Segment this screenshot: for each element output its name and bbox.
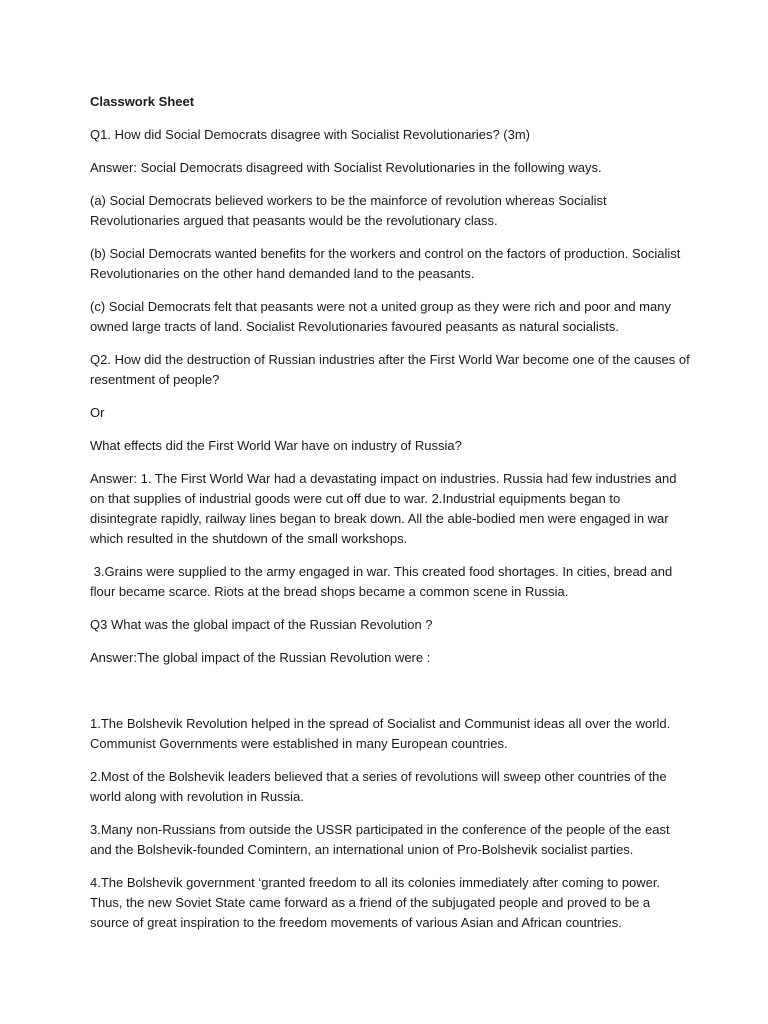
question-3: Q3 What was the global impact of the Russian Revolution ? <box>90 617 433 632</box>
answer-2-point-3: 3.Grains were supplied to the army engaged in war. This created food shortages. In cities, bread and flour became scarce. Riots at the bread shops became a common scene in Russia. <box>90 564 673 599</box>
answer-3-point-4: 4.The Bolshevik government ‘granted freedom to all its colonies immediately after coming to power. Thus, the new Soviet State came forward as a friend of the subjugated people and proved to be a source of great inspiration to the freedom movements of various Asian and African countries. <box>90 875 661 930</box>
or-separator: Or <box>90 405 105 420</box>
answer-2-points-1-2: Answer: 1. The First World War had a devastating impact on industries. Russia had few industries and on that supplies of industrial goods were cut off due to war. 2.Industrial equipments began to disintegrate rapidly, railway lines began to break down. All the able-bodied men were engaged in war which resulted in the shutdown of the small workshops. <box>90 471 677 546</box>
answer-3-point-1: 1.The Bolshevik Revolution helped in the spread of Socialist and Communist ideas all over the world. Communist Governments were established in many European countries. <box>90 716 671 751</box>
answer-1-point-c: (c) Social Democrats felt that peasants were not a united group as they were rich and poor and many owned large tracts of land. Socialist Revolutionaries favoured peasants as natural socialists. <box>90 299 671 334</box>
answer-3-point-3: 3.Many non-Russians from outside the USSR participated in the conference of the people of the east and the Bolshevik-founded Comintern, an international union of Pro-Bolshevik socialist parties. <box>90 822 670 857</box>
question-2: Q2. How did the destruction of Russian industries after the First World War become one of the causes of resentment of people? <box>90 352 690 387</box>
question-2-alternate: What effects did the First World War have on industry of Russia? <box>90 438 462 453</box>
document-page <box>90 92 690 946</box>
answer-3-point-2: 2.Most of the Bolshevik leaders believed that a series of revolutions will sweep other countries of the world along with revolution in Russia. <box>90 769 667 804</box>
answer-3-intro: Answer:The global impact of the Russian Revolution were : <box>90 650 431 665</box>
answer-1-point-a: (a) Social Democrats believed workers to be the mainforce of revolution whereas Socialist Revolutionaries argued that peasants would be the revolutionary class. <box>90 193 607 228</box>
question-1: Q1. How did Social Democrats disagree with Socialist Revolutionaries? (3m) <box>90 127 531 142</box>
answer-1-intro: Answer: Social Democrats disagreed with Socialist Revolutionaries in the following ways. <box>90 160 602 175</box>
blank-line <box>90 681 690 714</box>
document-title: Classwork Sheet <box>90 94 195 109</box>
answer-1-point-b: (b) Social Democrats wanted benefits for the workers and control on the factors of production. Socialist Revolutionaries on the other hand demanded land to the peasants. <box>90 246 681 281</box>
